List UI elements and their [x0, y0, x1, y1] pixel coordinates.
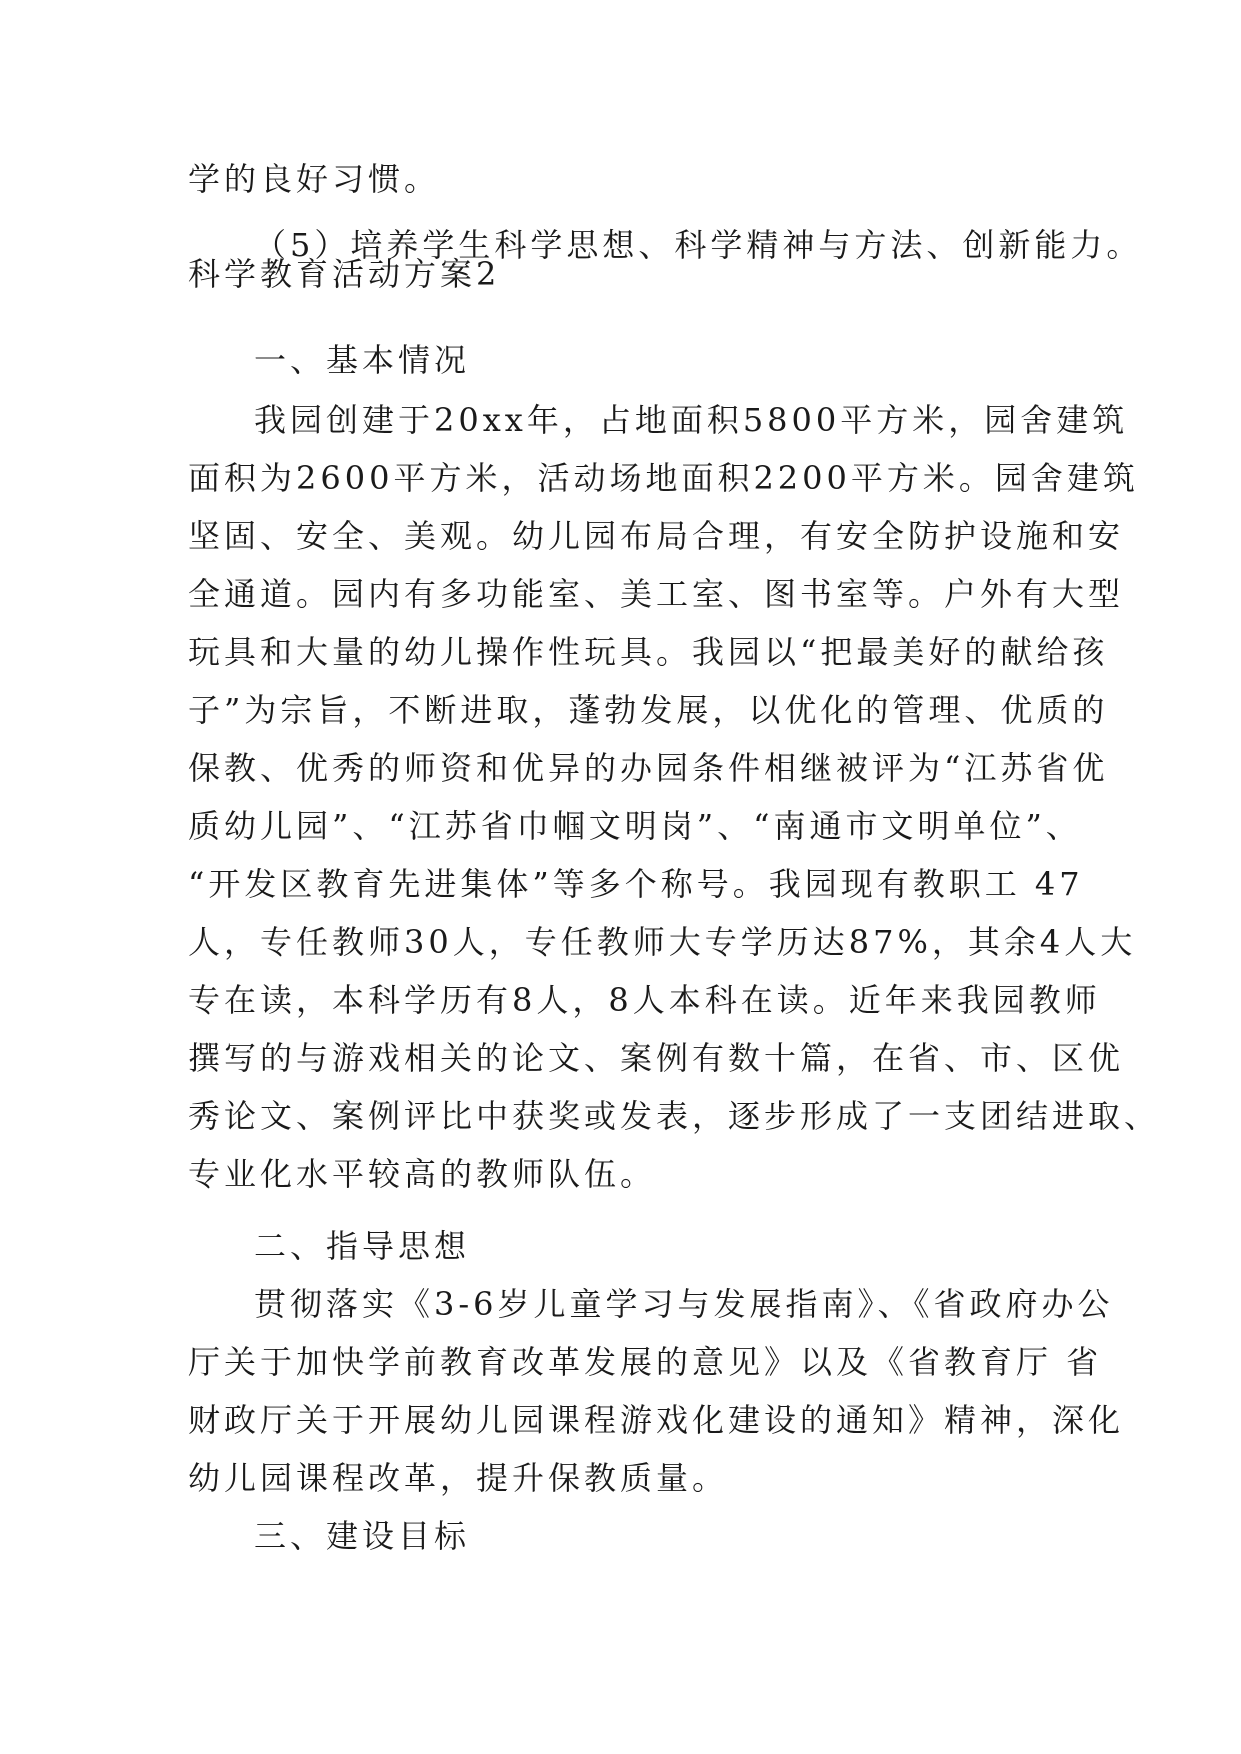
paragraph-line: 人，专任教师30人，专任教师大专学历达87%，其余4人大: [188, 923, 1137, 961]
paragraph-line: 学的良好习惯。: [188, 160, 441, 198]
section-title: 科学教育活动方案2: [188, 255, 501, 293]
paragraph-line: 全通道。园内有多功能室、美工室、图书室等。户外有大型: [188, 575, 1125, 613]
list-item-5: （5）培养学生科学思想、科学精神与方法、创新能力。: [254, 226, 1143, 264]
paragraph-line: 专业化水平较高的教师队伍。: [188, 1155, 657, 1193]
paragraph-line: 质幼儿园”、“江苏省巾帼文明岗”、“南通市文明单位”、: [188, 807, 1082, 845]
heading-basic-situation: 一、基本情况: [254, 341, 471, 379]
paragraph-line: 面积为2600平方米，活动场地面积2200平方米。园舍建筑: [188, 459, 1139, 497]
paragraph-line: 保教、优秀的师资和优异的办园条件相继被评为“江苏省优: [188, 749, 1109, 787]
paragraph-line: 子”为宗旨，不断进取，蓬勃发展，以优化的管理、优质的: [188, 691, 1109, 729]
paragraph-line: 秀论文、案例评比中获奖或发表，逐步形成了一支团结进取、: [188, 1097, 1161, 1135]
paragraph-line: 我园创建于20xx年，占地面积5800平方米，园舍建筑: [254, 401, 1129, 439]
paragraph-line: 专在读，本科学历有8人，8人本科在读。近年来我园教师: [188, 981, 1101, 1019]
paragraph-line: 玩具和大量的幼儿操作性玩具。我园以“把最美好的献给孩: [188, 633, 1109, 671]
heading-construction-goals: 三、建设目标: [254, 1517, 471, 1555]
paragraph-line: 坚固、安全、美观。幼儿园布局合理，有安全防护设施和安: [188, 517, 1125, 555]
paragraph-line: 厅关于加快学前教育改革发展的意见》以及《省教育厅 省: [188, 1343, 1103, 1381]
heading-guiding-ideology: 二、指导思想: [254, 1227, 471, 1265]
paragraph-line: 贯彻落实《3-6岁儿童学习与发展指南》、《省政府办公: [254, 1285, 1114, 1323]
paragraph-line: 幼儿园课程改革，提升保教质量。: [188, 1459, 729, 1497]
paragraph-line: 撰写的与游戏相关的论文、案例有数十篇，在省、市、区优: [188, 1039, 1125, 1077]
paragraph-line: “开发区教育先进集体”等多个称号。我园现有教职工 47: [188, 865, 1084, 903]
paragraph-line: 财政厅关于开展幼儿园课程游戏化建设的通知》精神，深化: [188, 1401, 1125, 1439]
